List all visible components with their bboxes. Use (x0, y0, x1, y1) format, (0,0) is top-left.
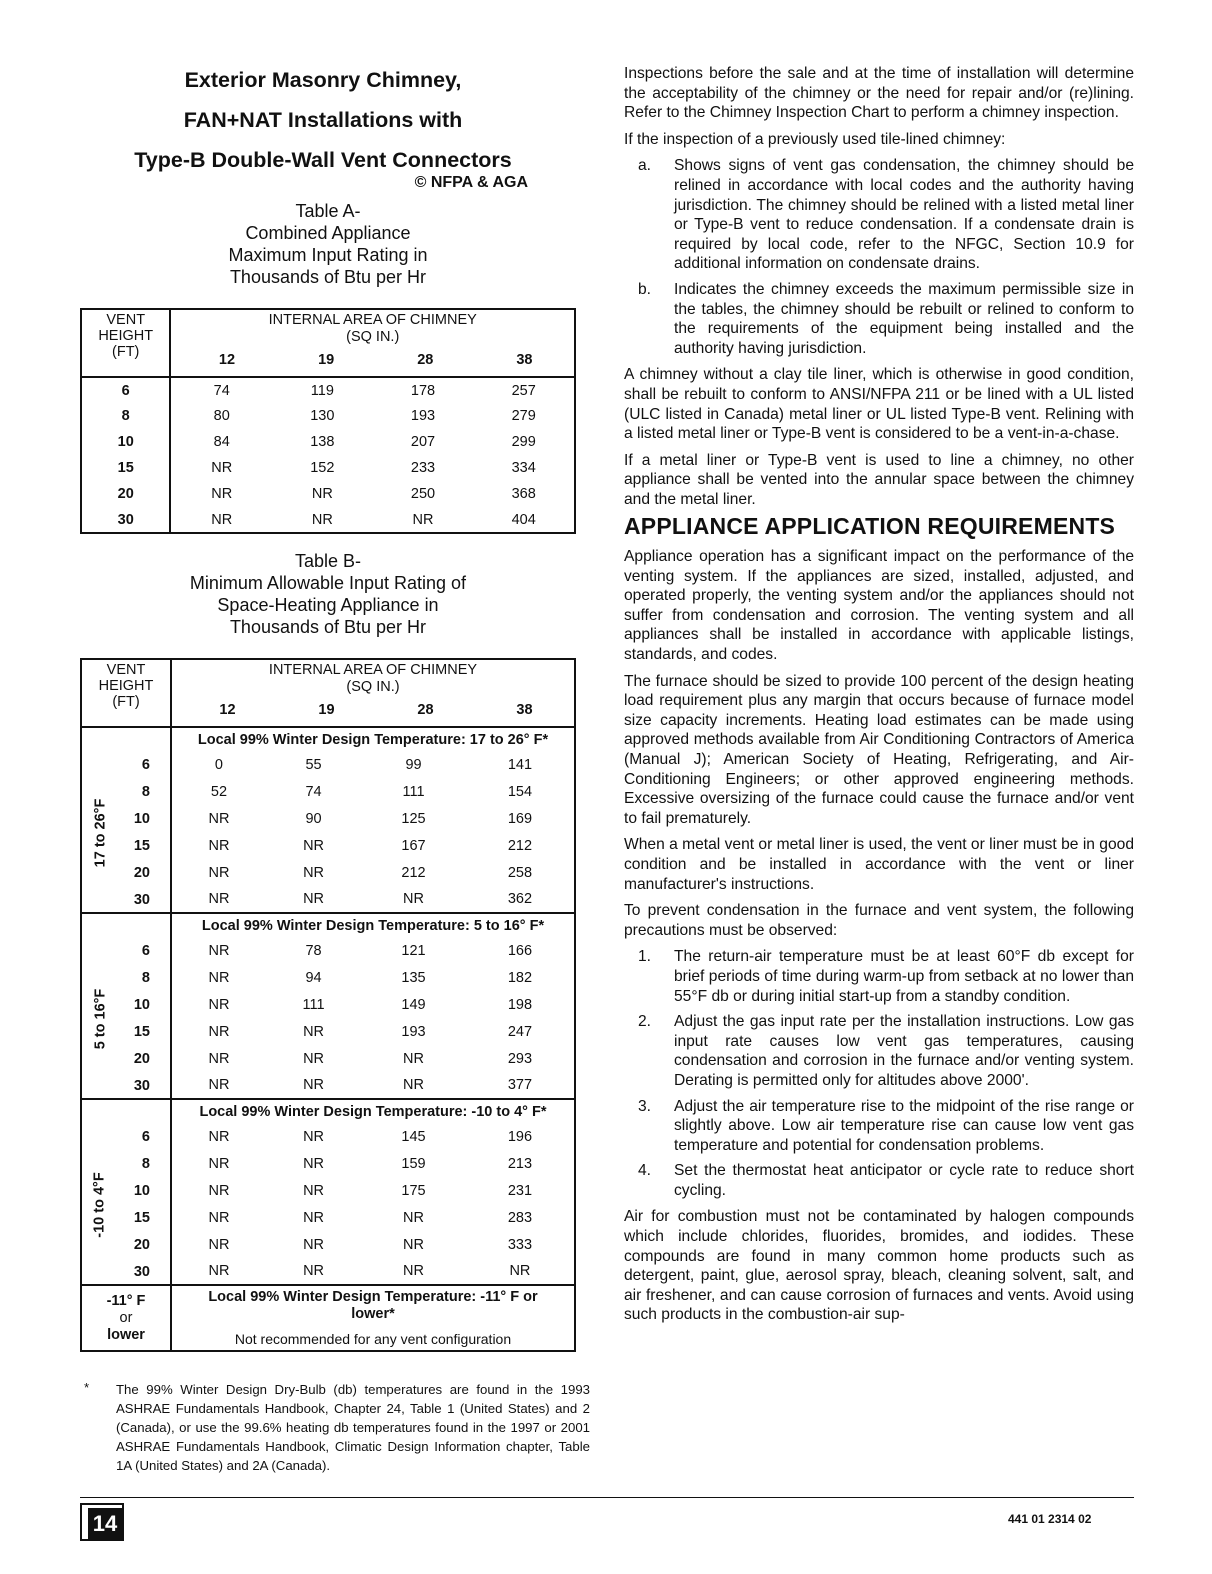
value-cell: NR (303, 1128, 325, 1145)
right-column (624, 64, 1134, 1332)
value-cell: NR (509, 1263, 531, 1279)
value-cell: NR (303, 1209, 325, 1226)
list-text: Set the thermostat heat anticipator or cycle rate to reduce short cycling. (674, 1162, 1134, 1199)
table-a (80, 308, 576, 534)
value-cell: 362 (507, 891, 533, 907)
column-header: 19 (318, 702, 335, 718)
group-label-text: -10 to 4°F (92, 1172, 109, 1238)
list-item (624, 156, 1134, 274)
value-cell: 178 (410, 382, 436, 399)
value-cell: 111 (302, 996, 325, 1013)
group-heading-row (81, 727, 575, 751)
group-heading: Local 99% Winter Design Temperature: 17 to 26° F* (171, 727, 575, 751)
value-cell: 175 (401, 1182, 426, 1199)
caption-line: Thousands of Btu per Hr (229, 617, 427, 637)
paragraph: Air for combustion must not be contaminated by halogen compounds which include chlorides, fluorides, bromides, and iodides. These compounds are found in many common home products such as detergent, paint, glue, aerosol spray, bleach, cleaning solvent, salt, and air freshener, and can cause corrosion of furnaces and vents. Avoid using such products in the combustion-air sup- (624, 1208, 1134, 1324)
value-cell: 154 (507, 783, 533, 800)
value-cell: 377 (507, 1077, 533, 1093)
paragraph: Appliance operation has a significant impact on the performance of the venting system. If the appliances are sized, installed, adjusted, and operated properly, the venting system and/or the appliances should not suffer from condensation and corrosion. The venting system and all appliances shall be installed in accordance with applicable listings, standards, and codes. (624, 548, 1134, 664)
value-cell: 213 (507, 1155, 533, 1172)
caption-line: Maximum Input Rating in (228, 245, 428, 265)
list-marker: 4. (638, 1162, 652, 1180)
value-cell: 121 (401, 942, 426, 959)
title-line: Exterior Masonry Chimney, (184, 68, 462, 92)
value-cell: 193 (410, 408, 436, 424)
column-header: 19 (318, 352, 335, 368)
header-line: (SQ IN.) (346, 679, 400, 695)
list-text: The return-air temperature must be at least 60°F db except for brief periods of time during warm-up from setback at no lower than 55°F db or during initial start-up from a standby condition. (674, 948, 1134, 1005)
header-line: (FT) (112, 344, 140, 360)
value-cell: 404 (511, 511, 536, 528)
vent-height-cell: 15 (133, 838, 150, 854)
vent-height-cell: 20 (133, 865, 150, 881)
value-cell: NR (208, 837, 230, 854)
value-cell: 193 (401, 1023, 426, 1040)
paragraph: If a metal liner or Type-B vent is used to line a chimney, no other appliance shall be vented into the annular space between the chimney and the metal liner. (624, 451, 1134, 508)
list-text: Shows signs of vent gas condensation, the chimney should be relined in accordance with local codes and the authority having jurisdiction. The chimney should be relined with a listed metal liner or Type-B vent to reduce condensation. If a condensate drain is required by local code, refer to the NFGC, Section 10.9 for additional information on condensate drains. (674, 157, 1134, 273)
table-a-caption (80, 200, 576, 288)
value-cell: 207 (410, 434, 436, 450)
value-cell: NR (208, 969, 230, 986)
value-cell: NR (208, 1050, 230, 1067)
vent-height-cell: 6 (81, 377, 170, 403)
value-cell: 212 (401, 864, 426, 881)
group-label-text: 5 to 16°F (92, 988, 108, 1050)
list-item (624, 1097, 1134, 1156)
paragraph: A chimney without a clay tile liner, which is otherwise in good condition, shall be rebuilt to conform to ANSI/NFPA 211 or be lined with a UL listed (ULC listed in Canada) metal liner or UL listed Type-B vent. Relining with a listed metal liner or Type-B vent is considered to be a vent-in-a-chase. (624, 366, 1134, 443)
column-header: 12 (219, 702, 236, 718)
section-heading: APPLIANCE APPLICATION REQUIREMENTS (624, 513, 1116, 540)
group-heading-row (81, 913, 575, 937)
value-cell: NR (303, 1023, 325, 1040)
list-marker: 2. (638, 1013, 652, 1031)
header-line: HEIGHT (98, 328, 154, 344)
header-line: INTERNAL AREA OF CHIMNEY (268, 312, 477, 328)
vent-height-cell: 20 (133, 1051, 150, 1067)
value-cell: NR (208, 1263, 230, 1279)
value-cell: NR (208, 1209, 230, 1226)
footer-rule (80, 1497, 1134, 1498)
caption-line: Minimum Allowable Input Rating of (189, 573, 467, 593)
value-cell: NR (303, 1050, 325, 1067)
vent-height-column (120, 752, 150, 914)
value-cell: 149 (401, 996, 426, 1013)
vent-height-cell: 6 (141, 757, 150, 773)
list-marker: 3. (638, 1097, 652, 1115)
value-cell: 231 (507, 1182, 533, 1199)
table-row (81, 481, 575, 507)
vent-height-cell: 30 (133, 1078, 150, 1094)
value-cell: NR (208, 864, 230, 881)
column-headers (172, 702, 574, 719)
caption-line: Combined Appliance (245, 223, 411, 243)
value-cell: 135 (401, 969, 426, 986)
value-cell: NR (403, 1236, 424, 1253)
footnote-marker: * (84, 1380, 90, 1395)
value-cell: NR (303, 1263, 325, 1279)
label-line: -11° F (106, 1292, 146, 1309)
value-cell: NR (208, 942, 230, 959)
value-cell: NR (403, 1050, 424, 1067)
group-label-cell (81, 727, 171, 913)
value-cell: NR (303, 1182, 325, 1199)
value-cell: 166 (507, 942, 533, 959)
paragraph: To prevent condensation in the furnace and vent system, the following precautions must be observed: (624, 902, 1134, 939)
paragraph: If the inspection of a previously used tile-lined chimney: (624, 130, 1006, 148)
table-row (81, 429, 575, 455)
value-cell: 299 (511, 434, 536, 450)
group-heading: Local 99% Winter Design Temperature: 5 to 16° F* (171, 913, 575, 937)
value-cell: NR (208, 1128, 230, 1145)
vent-height-cell: 15 (133, 1210, 150, 1226)
document-number: 441 01 2314 02 (1008, 1512, 1092, 1526)
vent-height-cell: 20 (81, 481, 170, 507)
group-label-text: 17 to 26°F (92, 798, 108, 868)
value-cell: NR (403, 1263, 424, 1279)
value-cell: 84 (213, 434, 230, 450)
vent-height-cell: 8 (141, 970, 150, 986)
vent-height-header (81, 309, 170, 377)
label-line: or (119, 1309, 133, 1326)
paragraph: The furnace should be sized to provide 100 percent of the design heating load requirement plus any margin that occurs because of furnace model size capacity increments. Heating load estimates can be made using approved methods available from Air Conditioning Contractors of America (Manual J); American Society of Heating, Refrigerating, and Air-Conditioning Engineers; or other approved engineering methods. Excessive oversizing of the furnace could cause the furnace and/or vent to fail prematurely. (624, 672, 1134, 827)
value-cell: 368 (511, 486, 536, 502)
value-cell: 145 (401, 1128, 426, 1145)
paragraph: When a metal vent or metal liner is used, the vent or liner must be in good condition and be installed in accordance with the vent or liner manufacturer's instructions. (624, 836, 1134, 893)
vent-height-cell: 20 (133, 1237, 150, 1253)
header-line: VENT (106, 662, 146, 678)
list-text: Adjust the gas input rate per the installation instructions. Low gas input rate causes low vent gas temperatures, causing condensation and corrosion in the furnace and/or venting system. Derating is permitted only for altitudes above 2000'. (674, 1013, 1134, 1089)
label-line: lower (107, 1326, 145, 1343)
value-cell: 198 (507, 996, 533, 1013)
list-text: Adjust the air temperature rise to the midpoint of the rise range or slightly above. Low air temperature rise can cause low vent gas temperature and potential for condensation problems. (674, 1097, 1134, 1154)
column-header: 38 (516, 702, 533, 718)
value-cell: NR (211, 460, 233, 476)
precautions-list (624, 947, 1134, 1200)
group-label (82, 754, 118, 912)
title-line: FAN+NAT Installations with (183, 108, 463, 132)
list-item (624, 1161, 1134, 1200)
header-line: (FT) (112, 694, 140, 710)
value-cell: 212 (507, 837, 533, 854)
list-item (624, 947, 1134, 1006)
group-label (82, 1126, 118, 1284)
vent-height-cell: 10 (133, 811, 150, 827)
group-label-cell (81, 1099, 171, 1285)
value-cell: 333 (507, 1236, 533, 1253)
list-marker: a. (638, 157, 652, 175)
value-cell: NR (403, 1209, 424, 1226)
header-line: HEIGHT (98, 678, 154, 694)
value-cell: 334 (511, 460, 536, 476)
value-cell: 141 (507, 756, 533, 773)
value-cell: NR (403, 891, 424, 907)
group-label (82, 940, 118, 1098)
inspection-list (624, 156, 1134, 358)
column-header: 12 (218, 352, 236, 368)
value-cell: NR (403, 1077, 424, 1093)
vent-height-cell: 10 (81, 429, 170, 455)
vent-height-cell: 8 (81, 403, 170, 429)
value-cell: 0 (214, 756, 223, 773)
value-cell: 52 (210, 783, 228, 800)
list-text: Indicates the chimney exceeds the maximum permissible size in the tables, the chimney should be rebuilt or relined to conform to the requirements of the equipment being installed and the authority having jurisdiction. (674, 280, 1134, 357)
value-cell: 279 (511, 408, 536, 424)
value-cell: 99 (405, 756, 422, 773)
vent-height-cell: 10 (133, 1183, 150, 1199)
last-group-text: Not recommended for any vent configuration (234, 1330, 512, 1347)
page-title (70, 60, 576, 180)
value-cell: NR (311, 511, 333, 528)
table-row (81, 377, 575, 403)
value-cell: NR (208, 1077, 230, 1093)
column-header: 38 (516, 352, 533, 368)
header-line: INTERNAL AREA OF CHIMNEY (268, 662, 478, 678)
vent-height-cell: 30 (81, 507, 170, 533)
caption-line: Space-Heating Appliance in (217, 595, 439, 615)
vent-height-cell: 30 (133, 1264, 150, 1280)
value-cell: 257 (511, 382, 536, 399)
value-cell: 94 (305, 969, 322, 986)
footnote (80, 1380, 590, 1475)
vent-height-cell: 8 (141, 1156, 150, 1172)
vent-height-cell: 6 (141, 943, 150, 959)
left-column (80, 60, 576, 1352)
value-cell: NR (208, 996, 230, 1013)
area-header (170, 309, 575, 377)
value-cell: 138 (310, 434, 335, 450)
page-number: 14 (88, 1508, 122, 1540)
vent-height-header (81, 659, 171, 727)
last-group-heading: Local 99% Winter Design Temperature: -11° F or lower* (208, 1288, 538, 1322)
value-cell: 247 (507, 1023, 533, 1040)
value-cell: 167 (401, 837, 426, 854)
value-cell: NR (208, 810, 230, 827)
list-item (624, 1012, 1134, 1090)
vent-height-column (120, 1124, 150, 1286)
value-cell: 258 (507, 864, 533, 881)
value-cell: NR (303, 1236, 325, 1253)
value-cell: NR (211, 511, 233, 528)
value-cell: 125 (401, 810, 426, 827)
value-cell: 74 (305, 783, 322, 800)
vent-height-cell: 15 (133, 1024, 150, 1040)
value-cell: NR (208, 1155, 230, 1172)
table-b (80, 658, 576, 1352)
column-header: 28 (417, 352, 434, 368)
copyright: © NFPA & AGA (414, 174, 528, 191)
value-cell: 80 (213, 408, 230, 424)
value-cell: 119 (310, 382, 334, 399)
value-cell: 182 (507, 969, 533, 986)
value-cell: 159 (401, 1155, 426, 1172)
value-cell: 152 (310, 460, 335, 476)
paragraph: Inspections before the sale and at the time of installation will determine the acceptability of the chimney or the need for repair and/or (re)lining. Refer to the Chimney Inspection Chart to perform a chimney inspection. (624, 65, 1134, 122)
caption-line: Table B- (294, 551, 362, 571)
list-item (624, 280, 1134, 358)
value-cell: NR (303, 891, 325, 907)
vent-height-cell: 15 (81, 455, 170, 481)
value-cell: 111 (402, 783, 425, 800)
vent-height-cell: 6 (141, 1129, 150, 1145)
value-cell: 169 (507, 810, 533, 827)
value-cell: 90 (305, 810, 322, 827)
value-cell: NR (303, 1155, 325, 1172)
value-cell: NR (303, 1077, 325, 1093)
value-cell: NR (303, 864, 325, 881)
value-cell: 55 (305, 756, 322, 773)
area-header (171, 659, 575, 727)
value-cell: 74 (213, 382, 230, 399)
vent-height-cell: 8 (141, 784, 150, 800)
value-cell: NR (412, 511, 434, 528)
vent-height-cell: 30 (133, 892, 150, 908)
group-heading: Local 99% Winter Design Temperature: -10 to 4° F* (171, 1099, 575, 1123)
value-cell: NR (208, 891, 230, 907)
value-cell: 283 (507, 1209, 533, 1226)
group-heading-row (81, 1099, 575, 1123)
value-cell: 293 (507, 1050, 533, 1067)
caption-line: Thousands of Btu per Hr (229, 267, 427, 287)
table-row (81, 455, 575, 481)
value-cell: NR (211, 486, 233, 502)
value-cell: 250 (410, 486, 436, 502)
last-group-note (171, 1285, 575, 1351)
footnote-text: The 99% Winter Design Dry-Bulb (db) temperatures are found in the 1993 ASHRAE Fundamentals Handbook, Chapter 24, Table 1 (United States) and 2 (Canada), or use the 99.6% heating db temperatures found in the 1997 or 2001 ASHRAE Fundamentals Handbook, Climatic Design Information chapter, Table 1A (United States) and 2A (Canada). (116, 1382, 590, 1473)
header-line: VENT (106, 312, 146, 328)
last-group-label (81, 1285, 171, 1351)
table-b-caption (80, 550, 576, 638)
page-number-box (80, 1503, 124, 1541)
title-line: Type-B Double-Wall Vent Connectors (134, 148, 512, 172)
table-row (81, 507, 575, 533)
value-cell: NR (311, 486, 333, 502)
list-marker: 1. (638, 948, 652, 966)
value-cell: 78 (305, 942, 322, 959)
group-label-cell (81, 913, 171, 1099)
vent-height-cell: 10 (133, 997, 150, 1013)
value-cell: 233 (410, 460, 436, 476)
caption-line: Table A- (295, 201, 361, 221)
column-headers (171, 352, 574, 369)
value-cell: NR (303, 837, 325, 854)
value-cell: NR (208, 1182, 230, 1199)
table-row (81, 403, 575, 429)
value-cell: NR (208, 1236, 230, 1253)
column-header: 28 (417, 702, 434, 718)
value-cell: 130 (310, 408, 335, 424)
value-cell: NR (208, 1023, 230, 1040)
list-marker: b. (638, 280, 652, 298)
vent-height-column (120, 938, 150, 1100)
header-line: (SQ IN.) (346, 329, 400, 345)
value-cell: 196 (507, 1128, 533, 1145)
